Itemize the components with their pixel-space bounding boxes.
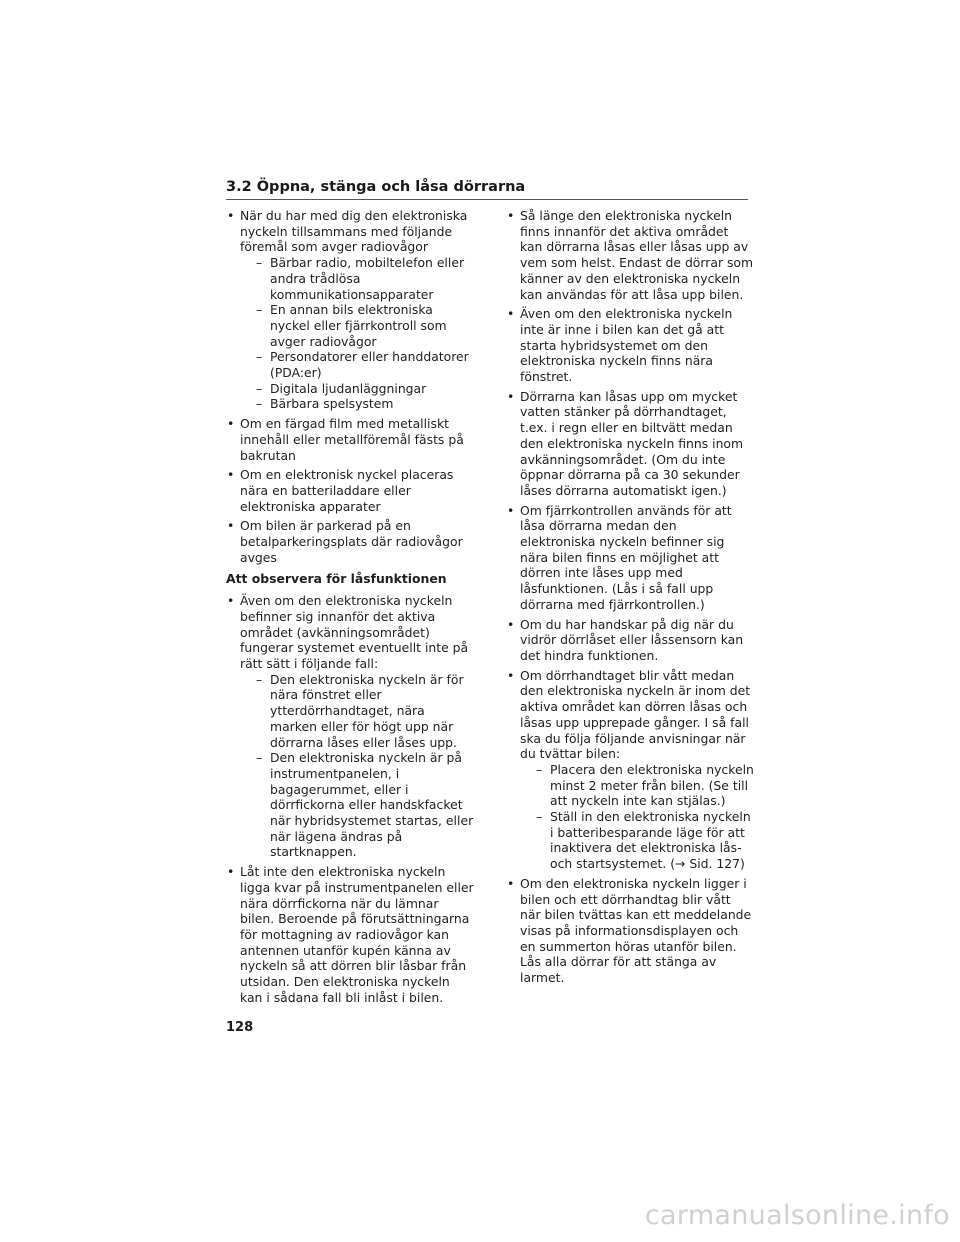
section-title: 3.2 Öppna, stänga och låsa dörrarna [226, 179, 526, 195]
left-column [226, 208, 474, 1009]
page-number: 128 [226, 1020, 254, 1035]
bullet-text: När du har med dig den elektroniska nyckeln tillsammans med följande föremål som avger radiovågor [240, 208, 468, 255]
list-item [506, 668, 754, 872]
bullet-text: Även om den elektroniska nyckeln befinner sig innanför det aktiva området (avkänningsområdet) fungerar systemet eventuellt inte på rätt sätt i följande fall: [240, 593, 469, 671]
list-item: • Om den elektroniska nyckeln ligger i bilen och ett dörrhandtag blir vått när bilen tvättas kan ett meddelande visas på informationsdisplayen och en summerton höras utanför bilen. Lås alla dörrar för att stänga av larmet. [506, 876, 754, 986]
watermark: carmanualsonline.info [644, 1200, 950, 1231]
list-item: • Om du har handskar på dig när du vidrör dörrlåset eller låssensorn kan det hindra funktionen. [506, 617, 754, 664]
sub-item: – Bärbar radio, mobiltelefon eller andra trådlösa kommunikationsapparater [240, 255, 474, 302]
list-item: • Även om den elektroniska nyckeln inte är inne i bilen kan det gå att starta hybridsystemet om den elektroniska nyckeln finns nära fönstret. [506, 306, 754, 385]
sub-item: – Persondatorer eller handdatorer (PDA:er) [240, 349, 474, 380]
list-item: • Så länge den elektroniska nyckeln finns innanför det aktiva området kan dörrarna låsas eller låsas upp av vem som helst. Endast de dörrar som känner av den elektroniska nyckeln kan användas för att låsa upp bilen. [506, 208, 754, 302]
list-item: • Dörrarna kan låsas upp om mycket vatten stänker på dörrhandtaget, t.ex. i regn eller en biltvätt medan den elektroniska nyckeln finns inom avkänningsområdet. (Om du inte öppnar dörrarna på ca 30 sekunder låses dörrarna automatiskt igen.) [506, 389, 754, 499]
list-item: • Om fjärrkontrollen används för att låsa dörrarna medan den elektroniska nyckeln befinner sig nära bilen finns en möjlighet att dörren inte låses upp med låsfunktionen. (Lås i så fall upp dörrarna med fjärrkontrollen.) [506, 503, 754, 613]
sub-item: – Bärbara spelsystem [240, 396, 474, 412]
list-item [226, 593, 474, 860]
sub-item: – Den elektroniska nyckeln är på instrumentpanelen, i bagagerummet, eller i dörrfickorna eller handskfacket när hybridsystemet startas, eller när lägena ändras på startknappen. [240, 750, 474, 860]
list-item [226, 208, 474, 412]
sub-item: – En annan bils elektroniska nyckel eller fjärrkontroll som avger radiovågor [240, 302, 474, 349]
section-header [226, 178, 748, 200]
subsection-heading: Att observera för låsfunktionen [226, 571, 447, 587]
sub-item: – Ställ in den elektroniska nyckeln i batteribesparande läge för att inaktivera det elektroniska lås- och startsystemet. (→ Sid. 127) [520, 809, 754, 872]
right-column [506, 208, 754, 990]
sub-item: – Den elektroniska nyckeln är för nära fönstret eller ytterdörrhandtaget, nära marken eller för högt upp när dörrarna låses eller låses upp. [240, 672, 474, 751]
sub-item: – Digitala ljudanläggningar [240, 381, 474, 397]
sub-item: – Placera den elektroniska nyckeln minst 2 meter från bilen. (Se till att nyckeln inte kan stjälas.) [520, 762, 754, 809]
list-item: • Om en elektronisk nyckel placeras nära en batteriladdare eller elektroniska apparater [226, 467, 474, 514]
list-item: • Om bilen är parkerad på en betalparkeringsplats där radiovågor avges [226, 518, 474, 565]
bullet-text: Om dörrhandtaget blir vått medan den elektroniska nyckeln är inom det aktiva området kan dörren låsas och låsas upp upprepade gånger. I så fall ska du följa följande anvisningar när du tvättar bilen: [520, 667, 751, 762]
list-item: • Om en färgad film med metalliskt innehåll eller metallföremål fästs på bakrutan [226, 416, 474, 463]
list-item: • Låt inte den elektroniska nyckeln ligga kvar på instrumentpanelen eller nära dörrfickorna när du lämnar bilen. Beroende på förutsättningarna för mottagning av radiovågor kan antennen utanför kupén känna av nyckeln så att dörren blir låsbar från utsidan. Den elektroniska nyckeln kan i sådana fall bli inlåst i bilen. [226, 864, 474, 1005]
